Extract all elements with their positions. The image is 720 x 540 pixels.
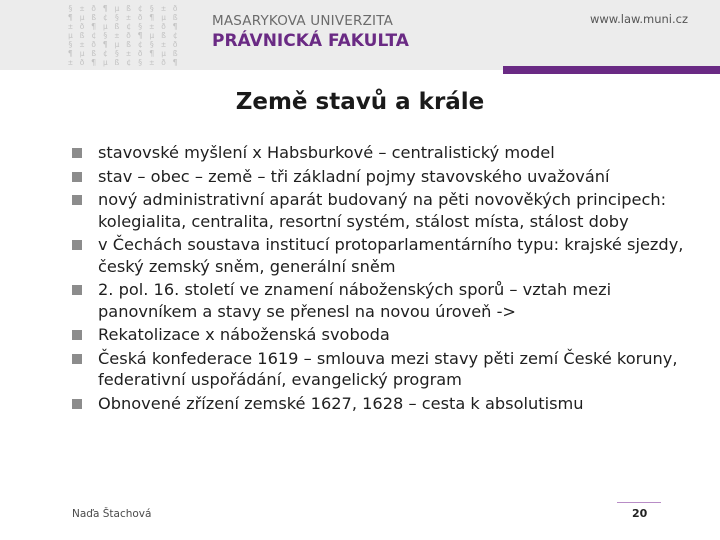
square-bullet-icon [72, 148, 82, 158]
square-bullet-icon [72, 172, 82, 182]
bullet-text: Česká konfederace 1619 – smlouva mezi stavy pěti zemí České koruny, federativní uspořádání, evangelický program [98, 348, 678, 389]
muni-logo-icon: § ± ð ¶ µ ß ¢ § ± ð ¶ µ ß ¢ § ± ð ¶ µ ß ± ð ¶ µ ß ¢ § ± ð ¶ µ ß ¢ § ± ð ¶ µ ß ¢ § ± ð ¶ µ ß ¢ § ± ð ¶ µ ß ¢ § ± ð ¶ µ ß ± ð ¶ µ ß ¢ § ± ð ¶ [68, 4, 179, 67]
bullet-text: Obnovené zřízení zemské 1627, 1628 – cesta k absolutismu [98, 393, 584, 413]
square-bullet-icon [72, 195, 82, 205]
slide-title: Země stavů a krále [235, 89, 485, 115]
square-bullet-icon [72, 285, 82, 295]
page-number-divider [617, 502, 661, 503]
website-url: www.law.muni.cz [589, 12, 688, 26]
bullet-item [72, 166, 697, 188]
square-bullet-icon [72, 240, 82, 250]
bullet-item [72, 324, 697, 346]
author-name: Naďa Štachová [72, 508, 152, 520]
accent-bar [503, 66, 720, 74]
bullet-text: 2. pol. 16. století ve znamení náboženských sporů – vztah mezi panovníkem a stavy se přenesl na novou úroveň -> [98, 280, 612, 321]
bullet-text: stav – obec – země – tři základní pojmy stavovského uvažování [98, 166, 610, 186]
bullet-item [72, 234, 697, 277]
bullet-text: stavovské myšlení x Habsburkové – centralistický model [98, 143, 555, 162]
square-bullet-icon [72, 354, 82, 364]
bullet-item [72, 279, 697, 322]
page-number: 20 [632, 507, 648, 520]
square-bullet-icon [72, 399, 82, 409]
bullet-text: v Čechách soustava institucí protoparlamentárního typu: krajské sjezdy, český zemský sněm, generální sněm [98, 235, 684, 276]
university-name: MASARYKOVA UNIVERZITA [212, 13, 394, 29]
bullet-item [72, 189, 697, 232]
slide-header [0, 0, 720, 70]
bullet-item [72, 348, 697, 391]
bullet-text: Rekatolizace x náboženská svoboda [98, 325, 390, 344]
bullet-item [72, 393, 697, 415]
faculty-name: PRÁVNICKÁ FAKULTA [212, 31, 409, 51]
bullet-item [72, 142, 697, 164]
square-bullet-icon [72, 330, 82, 340]
bullet-list [72, 142, 697, 416]
bullet-text: nový administrativní aparát budovaný na pěti novověkých principech: kolegialita, centralita, resortní systém, stálost místa, stálost doby [98, 190, 667, 231]
